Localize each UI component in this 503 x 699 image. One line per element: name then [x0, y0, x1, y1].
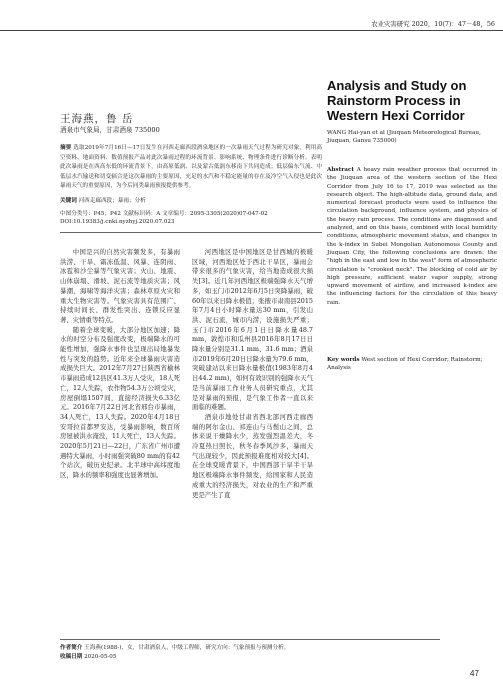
en-abstract-text: A heavy rain weather process that occurred in the Jiuquan area of the western section of the Hexi Corridor from July 16 to 17, 2019 was selected as the research object. The high-altitude data, ground data, and numerical forecast products were used to influence the circulation background, influence system, and physics of the heavy rain process. The conditions are diagnosed and analyzed, and on this basis, combined with local humidity conditions, atmospheric movement status, and changes in the k-index in Subei Mongolian Autonomous County and Jiuquan City, the following conclusions are drawn: the "high in the east and low in the west" form of atmospheric circulation is "crooked neck". The blocking of cold air by high pressure, sufficient water vapor supply, strong upward movement of airflow, and increased k-index are the influencing factors for the circulation of this heavy rain. [327, 167, 497, 306]
body-column-2 [192, 248, 313, 500]
en-abstract-label: Abstract [327, 167, 354, 173]
journal-header: 农业灾害研究 2020，10(7)：47－48，56 [371, 20, 495, 28]
cn-class-line: 中图分类号：P45；P42 文献标识码：A 文章编号：2095-3305(2020)07-047-02 [60, 211, 268, 217]
author-intro [60, 644, 410, 653]
paragraph: 中国是兴的自然灾害频发多，有暴雨洪涝、干旱、霜冻低温、风暴、连阴雨、冰雹和沙尘暴等气象灾害；火山、地震、山体崩塌、滑坡、泥石流等地质灾害；风暴潮、海啸等海洋灾害；森林草原火灾和重大生物灾害等。气象灾害具有范围广、持续时间长、群发性突出、连锁反应显著、灾情重等特点。 [60, 248, 180, 324]
cn-keywords-label: 关键词 [60, 198, 77, 204]
en-keywords-label: Key words [327, 357, 360, 363]
cn-keywords [60, 196, 322, 204]
footnote-rule [60, 639, 440, 640]
en-title: Analysis and Study on Rainstorm Process in Western Hexi Corridor [327, 78, 467, 123]
body-column-1 [60, 248, 180, 481]
cn-authors: 王海燕，鲁 岳 [60, 113, 134, 125]
header-rule [0, 30, 503, 31]
received-text: 2020-05-05 [84, 654, 117, 660]
abstract-rule [60, 232, 322, 233]
en-keywords [327, 356, 497, 373]
cn-doi: DOI:10.19383/j.cnki.nyzhyj.2020.07.023 [60, 219, 175, 225]
en-author: WANG Hai-yan et al (Jiuquan Meteorological Bureau, Jiuquan, Gansu 735000) [327, 130, 481, 144]
cn-abstract-label: 摘要 [60, 145, 72, 151]
cn-abstract-text: 选取2019年7月16日—17日发生在河西走廊西段酒泉地区的一次暴雨天气过程为研究对象，利用高空资料、地面资料、数值预报产品对此次暴雨过程的环流背景、影响系统、物理条件进行诊断分析。表明此次暴雨是在西高东低的环流背景下，由高原低涡、以及蒙古低涡东移南下共同造成；低层偏东气流、中低层水汽输送和切变辐合是这次暴雨的主要原因，充足的水汽和不稳定能量的存在及冷空气入侵也是此次暴雨天气的重要原因，为今后同类暴雨预报提供参考。 [60, 145, 322, 190]
received-date [60, 653, 410, 662]
page-number: 47 [470, 669, 479, 678]
author-intro-text: 王海燕(1988-)，女，甘肃酒泉人，中级工程师，研究方向：气象预报与预测分析。 [84, 645, 290, 651]
en-keywords-text: West section of Hexi Corridor; Rainstorm; Analysis [327, 357, 483, 372]
cn-abstract [60, 144, 322, 192]
en-abstract [327, 166, 497, 307]
cn-affiliation: 酒泉市气象局，甘肃酒泉 735000 [60, 126, 160, 134]
cn-keywords-text: 河西走廊西段；暴雨；分析 [78, 198, 146, 204]
paragraph: 河西地区是中国地区是甘西城的极暖区域，河西地区处于西北干旱区，暴雨会带来很多的气象灾害，给当地造成很大损失[3]。近几年河西地区极端强降水天气增多，如玉门市2012年6月5日突降暴雨，破60年以来日降水极值；张掖市肃南县2015年7月4日小时降水量达30 mm，引发山洪、泥石流，城市内涝，设施损失严重；玉门市2016年6月1日日降水量48.7 mm，敦煌市和瓜州县2016年8月17日日降水量分别是31.1 mm、31.6 mm；酒泉市2019年6月20日日降水量为79.6 mm，突破建站以来日降水量极值(1983年8月4日44.2 mm)，如何有效识别的强降水天气是当前暴雨工作业务人员研究重点，尤其是对暴雨的预报，是气象工作者一直以来面临的难题。 [192, 248, 313, 412]
author-intro-label: 作者简介 [60, 645, 83, 651]
footnote [60, 644, 410, 662]
paragraph: 酒泉市地处甘肃省西北部河西走廊西端的阿尔金山、祁连山与马鬃山之间，总体来说干燥降水少，蒸发强烈温差大，冬冷夏热日照长，秋冬春季风沙多，暴雨天气出现较少，因此预报难度相对较大[4]。在全球变暖背景下，中国西部干旱半干旱地区极端降水事件频发，给国家和人民造成重大的经济损失，对农业的生产和严重更是产生了直 [192, 412, 313, 499]
paragraph: 随着全球变暖，大部分地区加速；降水的时空分布及强度改变，极端降水的可能性增加，强降水事件也呈现出局地暴发性与突发的趋势。近年来全球暴雨灾害造成损失巨大。2012年7月27日陕西省榆林市暴雨造成12县区41.3万人受灾，18人死亡，12人失踪，农作物54.3万公顷受灾，房屋倒塌1507间，直接经济损失6.33亿元。2016年7月22日河北省邢台市暴雨，34人死亡，13人失踪。2020年4月18日安哥拉首都罗安达，受暴雨影响，数百所房屋被洪水淹没，11人死亡，13人失踪。2020年5月21日—22日，广东省广州市遭遇特大暴雨，小时雨强突破80 mm的有42个站次，破历史纪录。北半球中高纬度地区，降水的频率和强度也显著增加。 [60, 325, 180, 480]
received-label: 收稿日期 [60, 654, 83, 660]
